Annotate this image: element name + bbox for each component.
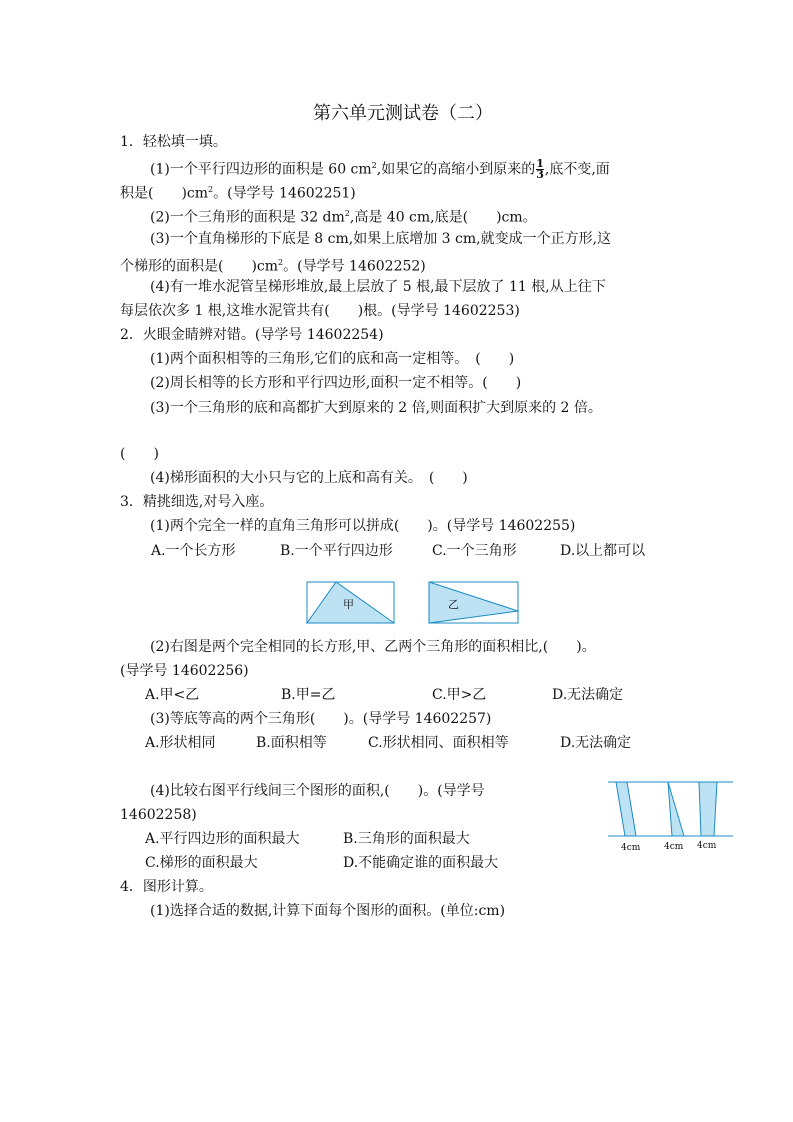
s1-q1-line1: (1)一个平行四边形的面积是 60 $cm^2$,如果它的高缩小到原来的 $\frac{1}{3}$ ,底不变,面 (150, 157, 610, 182)
s2-q3-paren: ( ) (120, 446, 159, 462)
label-4cm-1: 4cm (621, 843, 641, 853)
section-2-heading: 2．火眼金睛辨对错。(导学号 14602254) (120, 327, 384, 343)
s2-q4: (4)梯形面积的大小只与它的上底和高有关。 ( ) (150, 470, 468, 486)
s3-q2-option-a: A.甲<乙 (145, 687, 200, 703)
s1-q3-line1: (3)一个直角梯形的下底是 8 cm,如果上底增加 3 cm,就变成一个正方形,这 (150, 231, 612, 247)
s1-q1-line2: 积是( )$cm^2$。(导学号 14602251) (120, 185, 356, 202)
s1-q4-line1: (4)有一堆水泥管呈梯形堆放,最上层放了 5 根,最下层放了 11 根,从上往下 (150, 279, 606, 295)
page-title: 第六单元测试卷（二） (313, 103, 493, 124)
s3-q2-line1: (2)右图是两个完全相同的长方形,甲、乙两个三角形的面积相比,( )。 (150, 639, 596, 655)
s3-q1-option-d: D.以上都可以 (560, 543, 646, 559)
s3-q3-option-a: A.形状相同 (145, 735, 216, 751)
s3-q4-line2: 14602258) (120, 807, 197, 823)
s4-q1: (1)选择合适的数据,计算下面每个图形的面积。(单位:cm) (150, 903, 506, 919)
s3-q2-option-b: B.甲=乙 (281, 687, 336, 703)
s3-q1-option-a: A.一个长方形 (151, 543, 236, 559)
s3-q3-option-b: B.面积相等 (256, 735, 327, 751)
s3-q3-option-c: C.形状相同、面积相等 (368, 735, 509, 751)
section-4-heading: 4．图形计算。 (120, 879, 213, 895)
s2-q1: (1)两个面积相等的三角形,它们的底和高一定相等。 ( ) (150, 351, 515, 367)
s3-q3-option-d: D.无法确定 (560, 735, 632, 751)
s3-q4-option-b: B.三角形的面积最大 (343, 831, 470, 847)
s3-q4-option-d: D.不能确定谁的面积最大 (343, 855, 499, 871)
s1-q3-line2: 个梯形的面积是( )$cm^2$。(导学号 14602252) (120, 258, 426, 275)
section-1-heading: 1．轻松填一填。 (120, 134, 227, 150)
triangle-shape (668, 782, 684, 836)
parallel-lines-figure (608, 778, 733, 854)
section-3-heading: 3．精挑细选,对号入座。 (120, 494, 274, 510)
label-4cm-2: 4cm (664, 842, 684, 852)
s1-q2: (2)一个三角形的面积是 32 $dm^2$,高是 40 cm,底是( )cm。 (150, 209, 537, 226)
trapezoid-shape (699, 782, 717, 836)
label-yi: 乙 (448, 598, 459, 611)
s3-q1-option-c: C.一个三角形 (432, 543, 517, 559)
fraction-one-third: $\frac{1}{3}$ (536, 157, 544, 182)
label-4cm-3: 4cm (697, 841, 717, 851)
parallelogram-shape (616, 782, 636, 836)
label-jia: 甲 (343, 598, 354, 611)
rectangles-figure (305, 580, 521, 626)
s3-q4-line1: (4)比较右图平行线间三个图形的面积,( )。(导学号 (150, 783, 485, 799)
s2-q2: (2)周长相等的长方形和平行四边形,面积一定不相等。( ) (150, 375, 522, 391)
s3-q1-option-b: B.一个平行四边形 (280, 543, 393, 559)
s3-q3: (3)等底等高的两个三角形( )。(导学号 14602257) (150, 711, 492, 727)
s3-q4-option-c: C.梯形的面积最大 (145, 855, 258, 871)
s2-q3: (3)一个三角形的底和高都扩大到原来的 2 倍,则面积扩大到原来的 2 倍。 (150, 400, 602, 416)
s3-q1: (1)两个完全一样的直角三角形可以拼成( )。(导学号 14602255) (150, 518, 576, 534)
s3-q4-option-a: A.平行四边形的面积最大 (145, 831, 300, 847)
s3-q2-option-d: D.无法确定 (552, 687, 624, 703)
s3-q2-option-c: C.甲>乙 (432, 687, 487, 703)
s1-q4-line2: 每层依次多 1 根,这堆水泥管共有( )根。(导学号 14602253) (120, 303, 520, 319)
s3-q2-line2: (导学号 14602256) (120, 663, 249, 679)
